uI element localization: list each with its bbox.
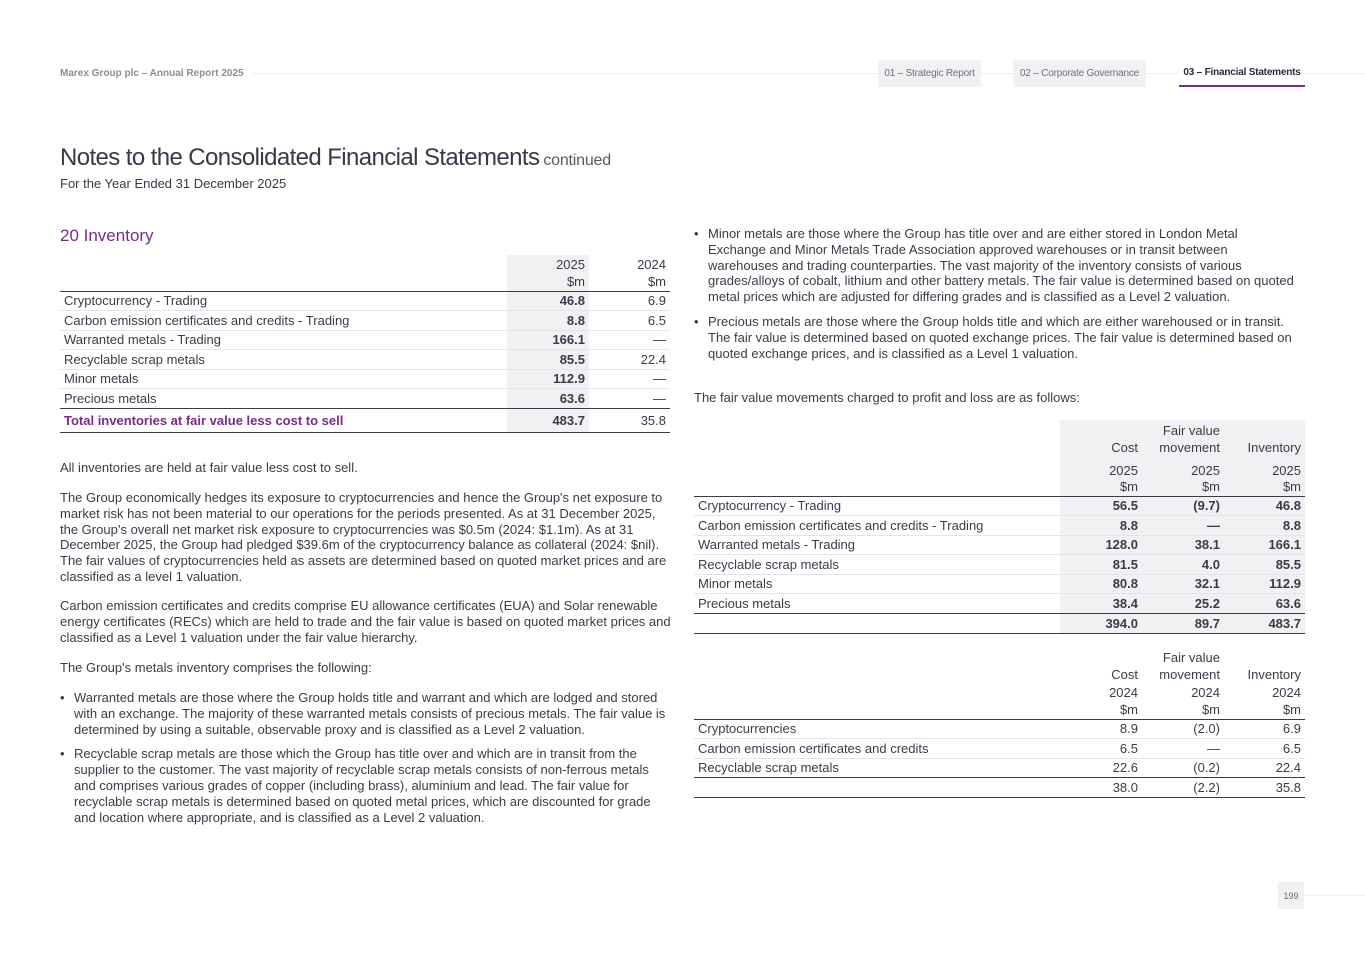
cell-2025: 63.6 (507, 389, 589, 409)
col-unit: $m (1224, 701, 1305, 719)
table-row (694, 719, 1305, 739)
total-row (694, 778, 1305, 798)
cell-cost: 38.4 (1060, 594, 1142, 614)
table-row (60, 291, 670, 311)
total-inv: 35.8 (1224, 778, 1305, 798)
cell-2024: — (589, 369, 670, 389)
page-title-text: Notes to the Consolidated Financial Statements (60, 144, 540, 171)
col-cost: Cost (1060, 438, 1142, 456)
row-label: Carbon emission certificates and credits (694, 739, 1060, 759)
total-label: Total inventories at fair value less cost to sell (60, 408, 507, 432)
total-row (60, 408, 670, 432)
total-inv: 483.7 (1224, 613, 1305, 633)
col-year: 2025 (1142, 456, 1224, 478)
col-unit: $m (1142, 478, 1224, 496)
cell-fv: 32.1 (1142, 574, 1224, 594)
table-row (60, 389, 670, 409)
cell-cost: 8.9 (1060, 719, 1142, 739)
page-title-suffix: continued (543, 152, 611, 169)
list-item: • Recyclable scrap metals are those which the Group has title over and which are in transit from the supplier to the customer. The vast majority of recyclable scrap metals consists of non-ferrous metals and comprises various grades of copper (including brass), aluminium and lead. The fair value for recyclable scrap metals is determined based on quoted metal prices, which are discounted for grade and location where appropriate, and is classified as a Level 2 valuation. (60, 746, 672, 825)
paragraph: Carbon emission certificates and credits comprise EU allowance certificates (EUA) and Solar renewable energy certificates (RECs) which are held to trade and the fair value is based on quoted market prices and classified as a Level 1 valuation under the fair value hierarchy. (60, 598, 671, 645)
inventory-table (60, 255, 670, 433)
total-cost: 394.0 (1060, 613, 1142, 633)
cell-2024: 6.9 (589, 291, 670, 311)
row-label: Cryptocurrency - Trading (694, 496, 1060, 516)
left-bullet-list (60, 690, 672, 834)
cell-fv: — (1142, 739, 1224, 759)
section-heading: 20 Inventory (60, 226, 154, 245)
table-row (60, 350, 670, 370)
cell-inv: 63.6 (1224, 594, 1305, 614)
col-unit: $m (1224, 478, 1305, 496)
row-label: Carbon emission certificates and credits - Trading (60, 311, 507, 331)
col-year-2024: 2024 (637, 256, 666, 272)
table-row (60, 369, 670, 389)
paragraph: The Group economically hedges its exposure to cryptocurrencies and hence the Group's net exposure to market risk has not been material to our operations for the periods presented. As at 31 December 2025, the Group’s overall net market risk exposure to cryptocurrencies was $0.5m (2024: $1.1m). As at 31 December 2025, the Group had pledged $39.6m of the cryptocurrency balance as collateral (2024: $nil). The fair values of cryptocurrencies held as assets are determined based on quoted market prices and are classified as a level 1 valuation. (60, 490, 667, 584)
row-label: Minor metals (694, 574, 1060, 594)
fv-header-l2: movement (1159, 666, 1220, 682)
table-row (60, 330, 670, 350)
row-label: Recyclable scrap metals (694, 758, 1060, 778)
col-year: 2024 (1272, 684, 1301, 700)
table-row (694, 574, 1305, 594)
col-year-2025: 2025 (507, 255, 589, 273)
tab-corporate-governance[interactable]: 02 – Corporate Governance (1013, 60, 1146, 87)
col-year: 2024 (1191, 684, 1220, 700)
total-cost: 38.0 (1060, 778, 1142, 798)
cell-2024: 6.5 (589, 311, 670, 331)
cell-inv: 8.8 (1224, 516, 1305, 536)
cell-2025: 46.8 (507, 291, 589, 311)
cell-fv: (0.2) (1142, 758, 1224, 778)
cell-fv: (2.0) (1142, 719, 1224, 739)
col-unit: $m (1142, 701, 1224, 719)
fair-value-2025-table (694, 420, 1305, 634)
right-bullet-list (694, 226, 1299, 370)
col-inventory: Inventory (1247, 666, 1301, 682)
col-cost: Cost (1111, 666, 1138, 682)
list-item: • Warranted metals are those where the Group holds title and warrant and which are lodged and stored with an exchange. The majority of these warranted metals consists of precious metals. The fair value is determined by using a suitable, observable proxy and is classified as a Level 2 valuation. (60, 690, 672, 737)
cell-2024: 22.4 (589, 350, 670, 370)
row-label: Recyclable scrap metals (60, 350, 507, 370)
cell-cost: 56.5 (1060, 496, 1142, 516)
row-label: Precious metals (694, 594, 1060, 614)
cell-fv: — (1142, 516, 1224, 536)
table-row (694, 496, 1305, 516)
cell-fv: 38.1 (1142, 535, 1224, 555)
table-row (694, 758, 1305, 778)
col-year: 2025 (1060, 456, 1142, 478)
cell-2025: 85.5 (507, 350, 589, 370)
cell-inv: 6.9 (1224, 719, 1305, 739)
cell-inv: 85.5 (1224, 555, 1305, 575)
col-inventory: Inventory (1224, 438, 1305, 456)
cell-2025: 112.9 (507, 369, 589, 389)
col-unit-2024: $m (589, 273, 670, 291)
col-unit: $m (1060, 478, 1142, 496)
paragraph: All inventories are held at fair value less cost to sell. (60, 460, 358, 475)
cell-inv: 6.5 (1224, 739, 1305, 759)
cell-fv: 4.0 (1142, 555, 1224, 575)
col-unit-2025: $m (507, 273, 589, 291)
paragraph: The fair value movements charged to profit and loss are as follows: (694, 390, 1080, 405)
table-row (694, 535, 1305, 555)
total-fv: (2.2) (1142, 778, 1224, 798)
row-label: Recyclable scrap metals (694, 555, 1060, 575)
page-title (60, 144, 611, 172)
cell-fv: (9.7) (1142, 496, 1224, 516)
paragraph: The Group's metals inventory comprises the following: (60, 660, 372, 675)
page-number: 199 (1278, 882, 1304, 909)
report-brand: Marex Group plc – Annual Report 2025 (60, 68, 252, 79)
table-row (694, 739, 1305, 759)
total-2024: 35.8 (589, 408, 670, 432)
table-row (694, 594, 1305, 614)
cell-inv: 166.1 (1224, 535, 1305, 555)
row-label: Warranted metals - Trading (694, 535, 1060, 555)
cell-inv: 22.4 (1224, 758, 1305, 778)
list-item: • Minor metals are those where the Group has title over and are either stored in London Metal Exchange and Minor Metals Trade Association approved warehouses or in transit between warehouses and trading counterparties. The vast majority of the inventory consists of various grades/alloys of cobalt, lithium and other battery metals. The fair value is determined based on quoted metal prices which are adjusted for differing grades and is classified as a Level 2 valuation. (694, 226, 1299, 305)
tab-financial-statements[interactable]: 03 – Financial Statements (1179, 60, 1305, 87)
footer-rule (1300, 895, 1365, 896)
table-row (694, 555, 1305, 575)
cell-cost: 6.5 (1060, 739, 1142, 759)
fair-value-2024-table (694, 647, 1305, 798)
total-fv: 89.7 (1142, 613, 1224, 633)
list-item: • Precious metals are those where the Group holds title and which are either warehoused or in transit. The fair value is determined based on quoted exchange prices. The fair value is determined based on quoted exchange prices, and is classified as a Level 1 valuation. (694, 314, 1299, 361)
total-2025: 483.7 (507, 408, 589, 432)
col-year: 2024 (1109, 684, 1138, 700)
cell-cost: 81.5 (1060, 555, 1142, 575)
page-subtitle: For the Year Ended 31 December 2025 (60, 176, 287, 191)
cell-2024: — (589, 389, 670, 409)
cell-cost: 8.8 (1060, 516, 1142, 536)
cell-cost: 22.6 (1060, 758, 1142, 778)
row-label: Minor metals (60, 369, 507, 389)
fv-header-l1: Fair value (1162, 650, 1220, 665)
row-label: Carbon emission certificates and credits - Trading (694, 516, 1060, 536)
row-label: Cryptocurrency - Trading (60, 291, 507, 311)
cell-2025: 166.1 (507, 330, 589, 350)
table-row (60, 311, 670, 331)
cell-inv: 112.9 (1224, 574, 1305, 594)
fv-header-l2: movement (1142, 438, 1224, 456)
total-row (694, 613, 1305, 633)
row-label: Warranted metals - Trading (60, 330, 507, 350)
table-row (694, 516, 1305, 536)
cell-2025: 8.8 (507, 311, 589, 331)
row-label: Cryptocurrencies (694, 719, 1060, 739)
fv-header-l1: Fair value (1142, 420, 1224, 438)
col-unit: $m (1060, 701, 1142, 719)
tab-strategic-report[interactable]: 01 – Strategic Report (878, 60, 981, 87)
cell-cost: 80.8 (1060, 574, 1142, 594)
cell-cost: 128.0 (1060, 535, 1142, 555)
cell-2024: — (589, 330, 670, 350)
cell-fv: 25.2 (1142, 594, 1224, 614)
col-year: 2025 (1224, 456, 1305, 478)
row-label: Precious metals (60, 389, 507, 409)
cell-inv: 46.8 (1224, 496, 1305, 516)
